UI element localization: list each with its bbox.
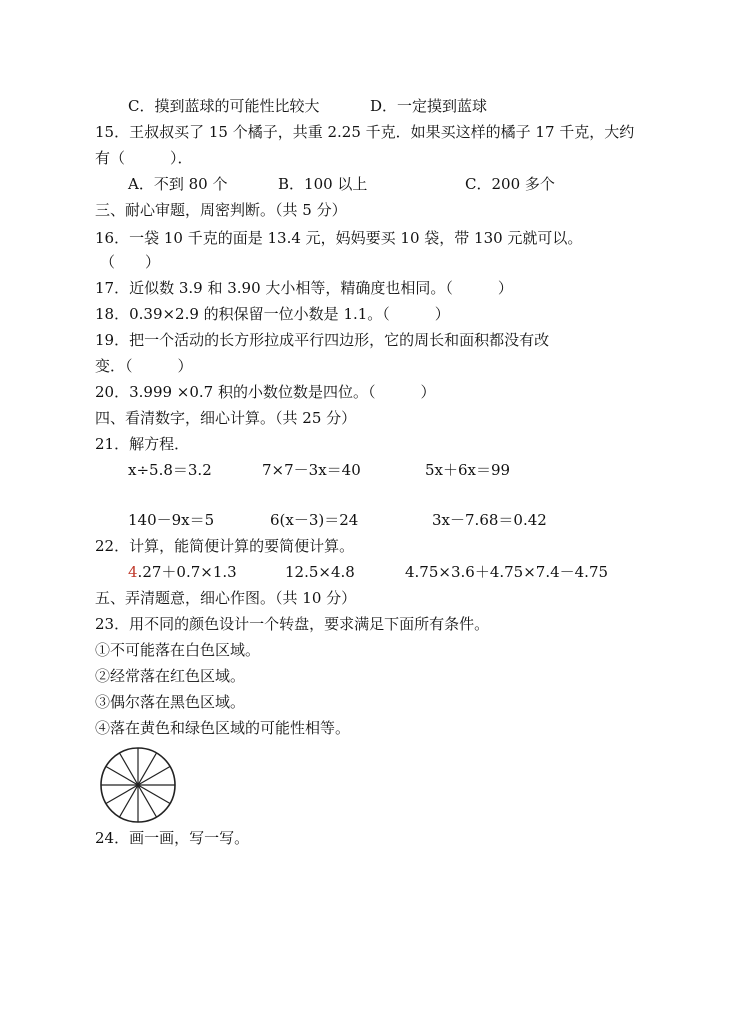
q19-line1: 19．把一个活动的长方形拉成平行四边形，它的周长和面积都没有改 — [95, 331, 550, 349]
spinner-wheel-diagram — [98, 745, 178, 825]
q16-line1: 16．一袋 10 千克的面是 13.4 元，妈妈要买 10 袋，带 130 元就可以。 — [95, 229, 583, 247]
q19-line2: 变．（ ） — [95, 357, 193, 375]
q20-text: 20．3.999 ×0.7 积的小数位数是四位。（ ） — [95, 383, 436, 401]
q15-line1: 15．王叔叔买了 15 个橘子，共重 2.25 千克．如果买这样的橘子 17 千克，大约 — [95, 123, 635, 141]
q21-equation-4: 140－9x＝5 — [128, 511, 215, 529]
q14-option-d: D．一定摸到蓝球 — [370, 97, 488, 115]
spinner-center-dot — [136, 783, 140, 787]
q15-line2: 有（ ）． — [95, 149, 193, 167]
q21-equation-5: 6(x－3)＝24 — [270, 511, 359, 529]
q23-condition-4: ④落在黄色和绿色区域的可能性相等。 — [95, 719, 351, 737]
q15-option-a: A．不到 80 个 — [128, 175, 228, 193]
q22-expression-2: 12.5×4.8 — [285, 563, 355, 581]
q15-option-b: B．100 以上 — [278, 175, 368, 193]
q21-equation-1: x÷5.8＝3.2 — [128, 461, 212, 479]
q21-title: 21．解方程． — [95, 435, 190, 453]
q22-expression-1-first-digit: 4 — [128, 563, 138, 581]
q22-expression-1 — [128, 562, 237, 582]
q15-option-c: C．200 多个 — [465, 175, 555, 193]
q23-title: 23．用不同的颜色设计一个转盘，要求满足下面所有条件。 — [95, 615, 490, 633]
section4-title: 四、看清数字，细心计算。（共 25 分） — [95, 409, 357, 427]
section5-title: 五、弄清题意，细心作图。（共 10 分） — [95, 589, 357, 607]
q23-condition-1: ①不可能落在白色区域。 — [95, 641, 261, 659]
q22-expression-3: 4.75×3.6＋4.75×7.4－4.75 — [405, 563, 609, 581]
q23-condition-3: ③偶尔落在黑色区域。 — [95, 693, 246, 711]
q21-equation-6: 3x－7.68＝0.42 — [432, 511, 547, 529]
q16-line2: （ ） — [100, 253, 161, 271]
q21-equation-3: 5x＋6x＝99 — [425, 461, 511, 479]
q18-text: 18．0.39×2.9 的积保留一位小数是 1.1。（ ） — [95, 305, 450, 323]
q14-option-c: C．摸到蓝球的可能性比较大 — [128, 97, 320, 115]
q21-equation-2: 7×7－3x＝40 — [262, 461, 361, 479]
q22-expression-1-rest: .27＋0.7×1.3 — [137, 563, 237, 581]
q24-title: 24．画一画，写一写。 — [95, 829, 250, 847]
section3-title: 三、耐心审题，周密判断。（共 5 分） — [95, 201, 347, 219]
q23-condition-2: ②经常落在红色区域。 — [95, 667, 246, 685]
q22-title: 22．计算，能简便计算的要简便计算。 — [95, 537, 355, 555]
q17-text: 17．近似数 3.9 和 3.90 大小相等，精确度也相同。（ ） — [95, 279, 513, 297]
